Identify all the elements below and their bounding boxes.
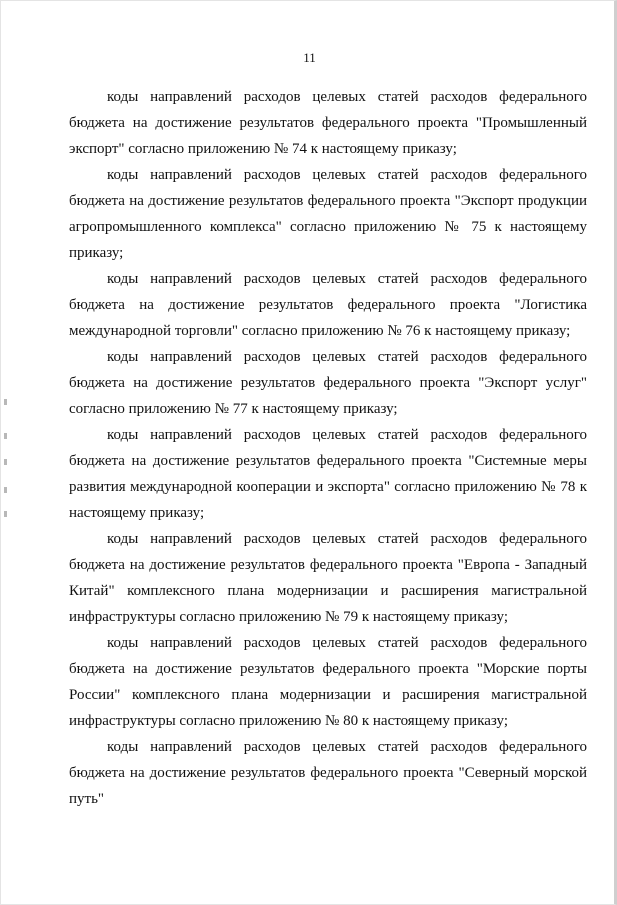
page-number: 11: [303, 50, 316, 65]
paragraph: коды направлений расходов целевых статей расходов федерального бюджета на достижение результатов федерального проекта "Экспорт услуг" согласно приложению № 77 к настоящему приказу;: [69, 349, 587, 417]
paragraph: коды направлений расходов целевых статей расходов федерального бюджета на достижение результатов федерального проекта "Северный морской путь": [69, 739, 587, 807]
scan-artifact-marks: [4, 399, 12, 529]
paragraph: коды направлений расходов целевых статей расходов федерального бюджета на достижение результатов федерального проекта "Морские порты России" комплексного плана модернизации и расширения магистральной инфраструктуры согласно приложению № 80 к настоящему приказу;: [69, 635, 587, 729]
paragraph: коды направлений расходов целевых статей расходов федерального бюджета на достижение результатов федерального проекта "Системные меры развития международной кооперации и экспорта" согласно приложению № 78 к настоящему приказу;: [69, 427, 587, 521]
paragraph: коды направлений расходов целевых статей расходов федерального бюджета на достижение результатов федерального проекта "Экспорт продукции агропромышленного комплекса" согласно приложению № 75 к настоящему приказу;: [69, 167, 587, 261]
document-body: [69, 84, 587, 812]
paragraph: коды направлений расходов целевых статей расходов федерального бюджета на достижение результатов федерального проекта "Логистика международной торговли" согласно приложению № 76 к настоящему приказу;: [69, 271, 587, 339]
paragraph: коды направлений расходов целевых статей расходов федерального бюджета на достижение результатов федерального проекта "Европа - Западный Китай" комплексного плана модернизации и расширения магистральной инфраструктуры согласно приложению № 79 к настоящему приказу;: [69, 531, 587, 625]
paragraph: коды направлений расходов целевых статей расходов федерального бюджета на достижение результатов федерального проекта "Промышленный экспорт" согласно приложению № 74 к настоящему приказу;: [69, 89, 587, 157]
